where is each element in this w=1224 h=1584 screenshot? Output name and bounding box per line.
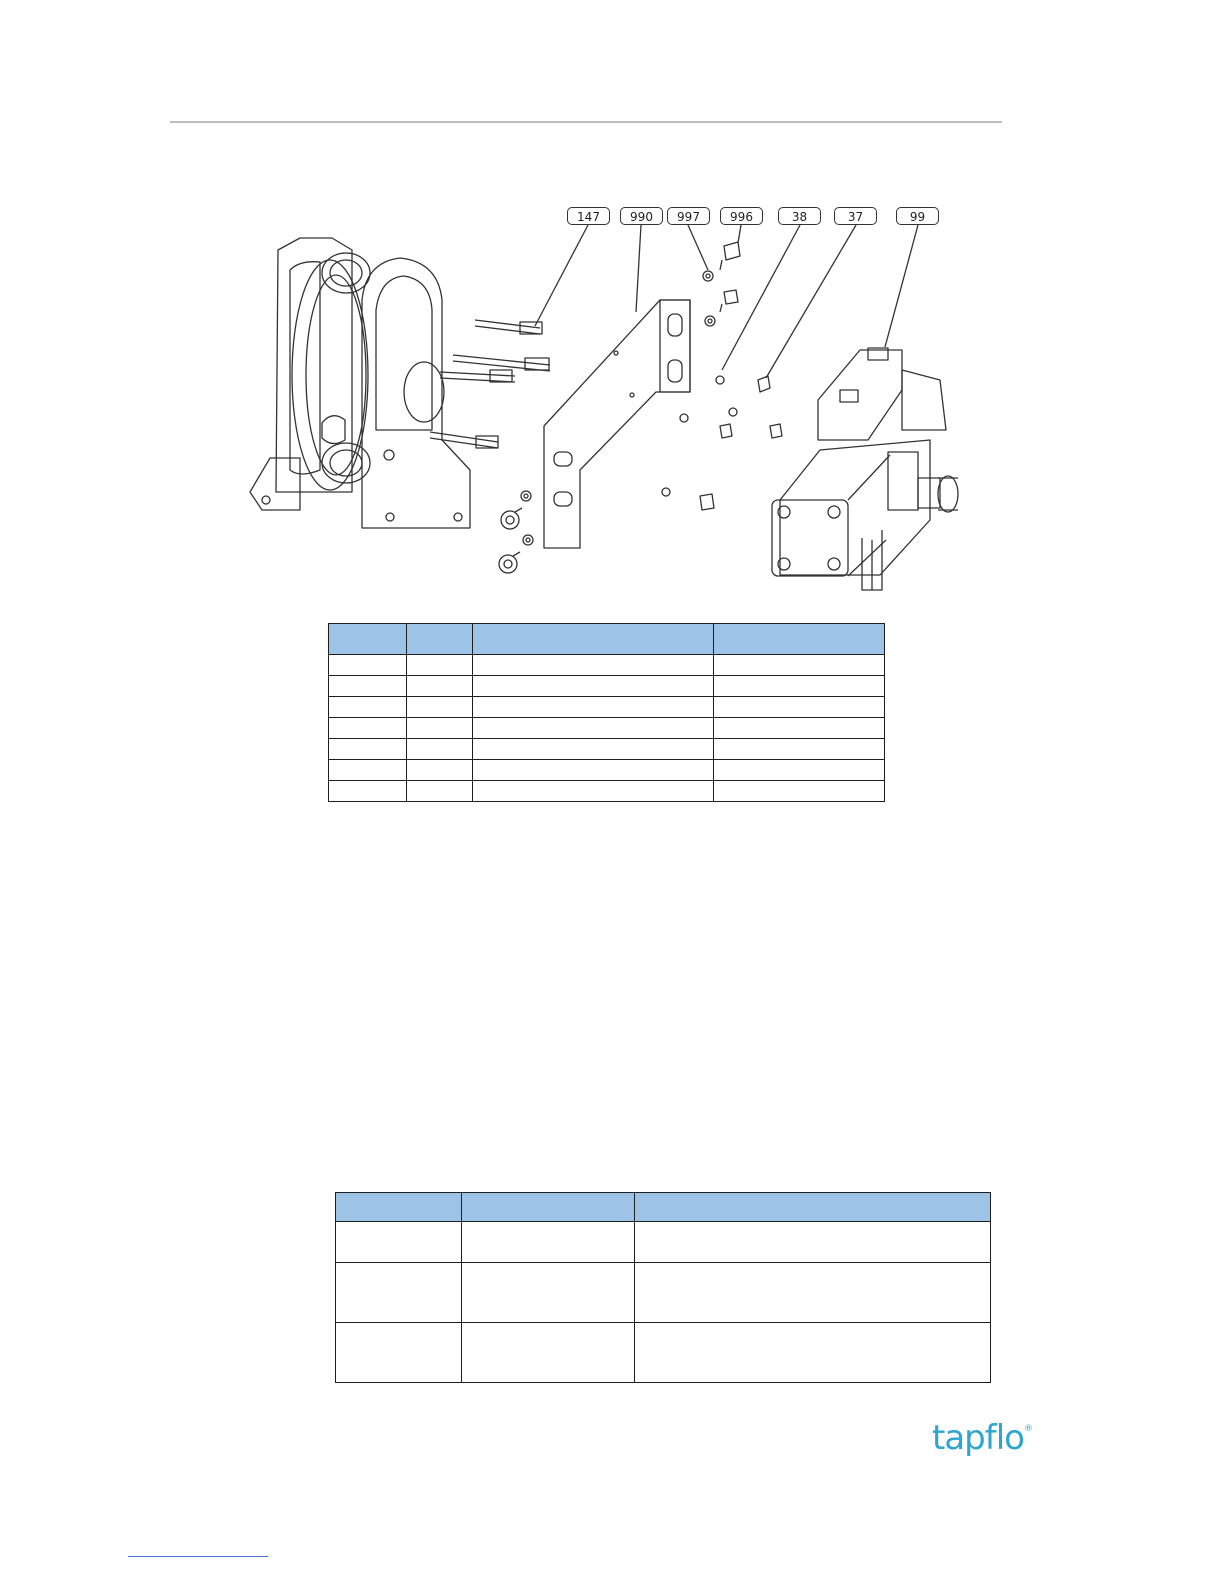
logo-text: tapflo — [932, 1418, 1024, 1458]
table-header-row — [329, 624, 885, 655]
table-header-cell — [473, 624, 714, 655]
callout-37: 37 — [834, 207, 877, 225]
exploded-assembly-drawing — [240, 200, 1000, 610]
tapflo-logo — [932, 1418, 1033, 1458]
footer-link-line — [128, 1556, 268, 1557]
callout-99: 99 — [896, 207, 939, 225]
table-header-cell — [407, 624, 473, 655]
callout-996: 996 — [720, 207, 763, 225]
table-header-cell — [635, 1193, 991, 1222]
callout-997: 997 — [667, 207, 710, 225]
table-row — [336, 1222, 991, 1263]
table-row — [329, 676, 885, 697]
table-row — [336, 1263, 991, 1323]
table-header-cell — [329, 624, 407, 655]
callout-990: 990 — [620, 207, 663, 225]
table-header-row — [336, 1193, 991, 1222]
table-header-cell — [714, 624, 885, 655]
callout-147: 147 — [567, 207, 610, 225]
callout-38: 38 — [778, 207, 821, 225]
table-row — [329, 760, 885, 781]
table-row — [329, 781, 885, 802]
registered-mark: ® — [1023, 1424, 1033, 1434]
table-row — [336, 1323, 991, 1383]
table-row — [329, 655, 885, 676]
table-header-cell — [462, 1193, 635, 1222]
table-row — [329, 718, 885, 739]
table-row — [329, 739, 885, 760]
header-rule — [170, 121, 1002, 123]
table-row — [329, 697, 885, 718]
parts-table — [328, 623, 885, 802]
table-header-cell — [336, 1193, 462, 1222]
info-table — [335, 1192, 991, 1383]
